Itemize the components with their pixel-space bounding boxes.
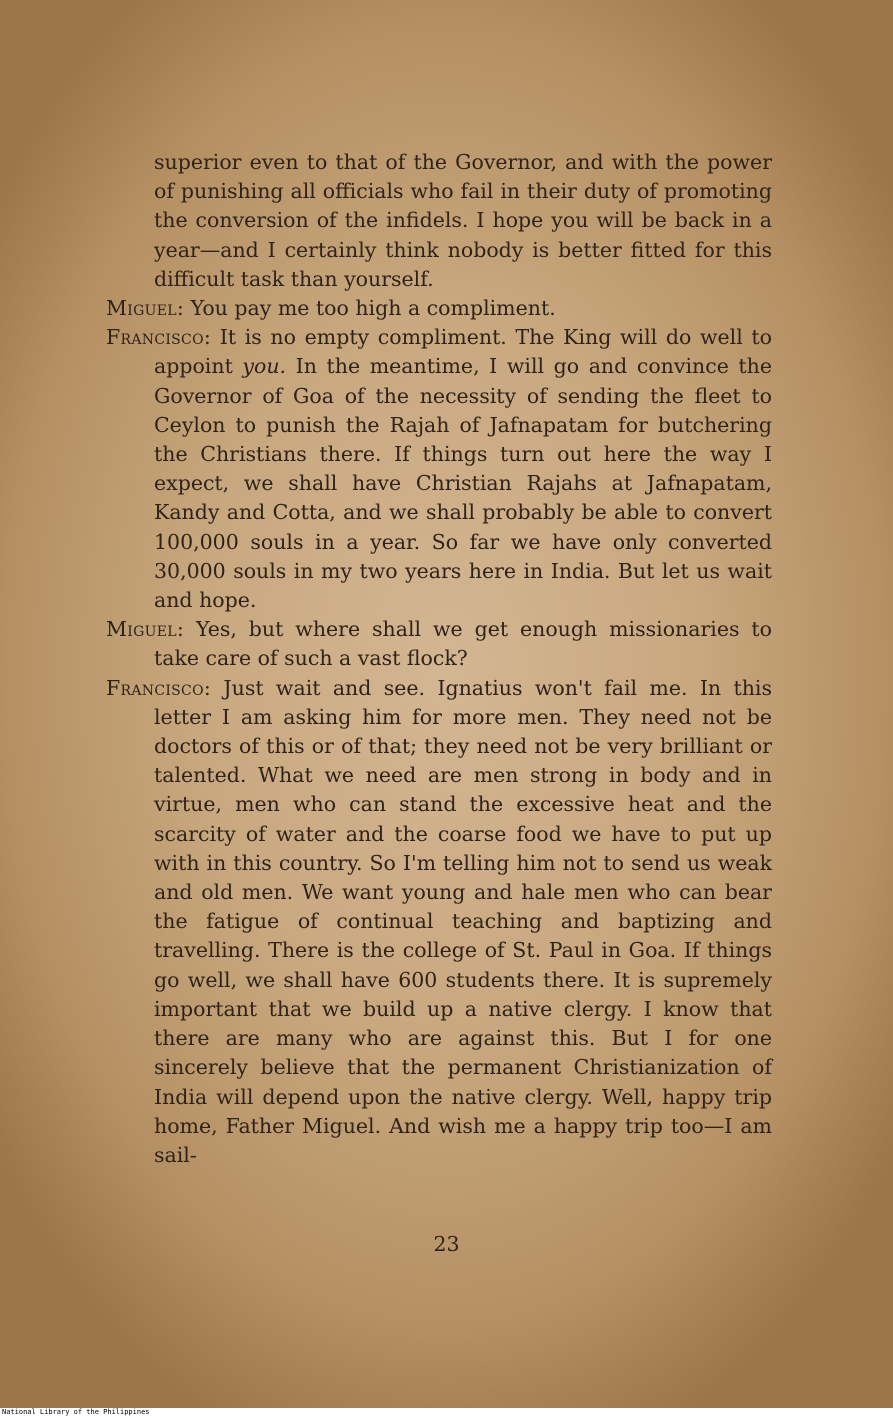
library-credit: National Library of the Philippines [2, 1408, 150, 1416]
speaker-label: Francisco: [106, 325, 212, 350]
speaker-label: Miguel: [106, 617, 185, 642]
footer-bar [0, 1408, 893, 1418]
continuation-paragraph: superior even to that of the Governor, and with the power of punishing all officials who fail in their duty of promoting the conversion of the infidels. I hope you will be back in a year—and I certainly think nobody is better fitted for this difficult task than yourself. [154, 150, 772, 291]
speech-miguel-1 [106, 294, 772, 323]
speaker-label: Miguel: [106, 296, 185, 321]
speech-text: It is no empty compliment. The King will do well to appoint [154, 325, 772, 379]
speech-text: Yes, but where shall we get enough missionaries to take care of such a vast flock? [154, 617, 772, 671]
speaker-label: Francisco: [106, 675, 212, 700]
speech-text: You pay me too high a compliment. [190, 296, 556, 321]
emphasis-text: you. [242, 354, 287, 379]
speech-text: Just wait and see. Ignatius won't fail me. In this letter I am asking him for more men. They need not be doctors of this or of that; they need not be very brilliant or talented. What we need are men strong in body and in virtue, men who can stand the excessive heat and the scarcity of water and the coarse food we have to put up with in this country. So I'm telling him not to send us weak and old men. We want young and hale men who can bear the fatigue of continual teaching and baptizing and travelling. There is the college of St. Paul in Goa. If things go well, we shall have 600 students there. It is supremely important that we build up a native clergy. I know that there are many who are against this. But I for one sincerely believe that the permanent Christianization of India will depend upon the native clergy. Well, happy trip home, Father Miguel. And wish me a happy trip too—I am sail- [154, 675, 772, 1167]
speech-text: In the meantime, I will go and convince the Governor of Goa of the necessity of sending the fleet to Ceylon to punish the Rajah of Jafnapatam for butchering the Christians there. If things turn out here the way I expect, we shall have Christian Rajahs at Jafnapatam, Kandy and Cotta, and we shall probably be able to convert 100,000 souls in a year. So far we have only converted 30,000 souls in my two years here in India. But let us wait and hope. [154, 354, 772, 613]
speech-miguel-2 [106, 615, 772, 673]
page-body [106, 148, 772, 1170]
speech-francisco-2 [106, 674, 772, 1170]
speech-francisco-1 [106, 323, 772, 615]
page-number: 23 [433, 1232, 460, 1256]
